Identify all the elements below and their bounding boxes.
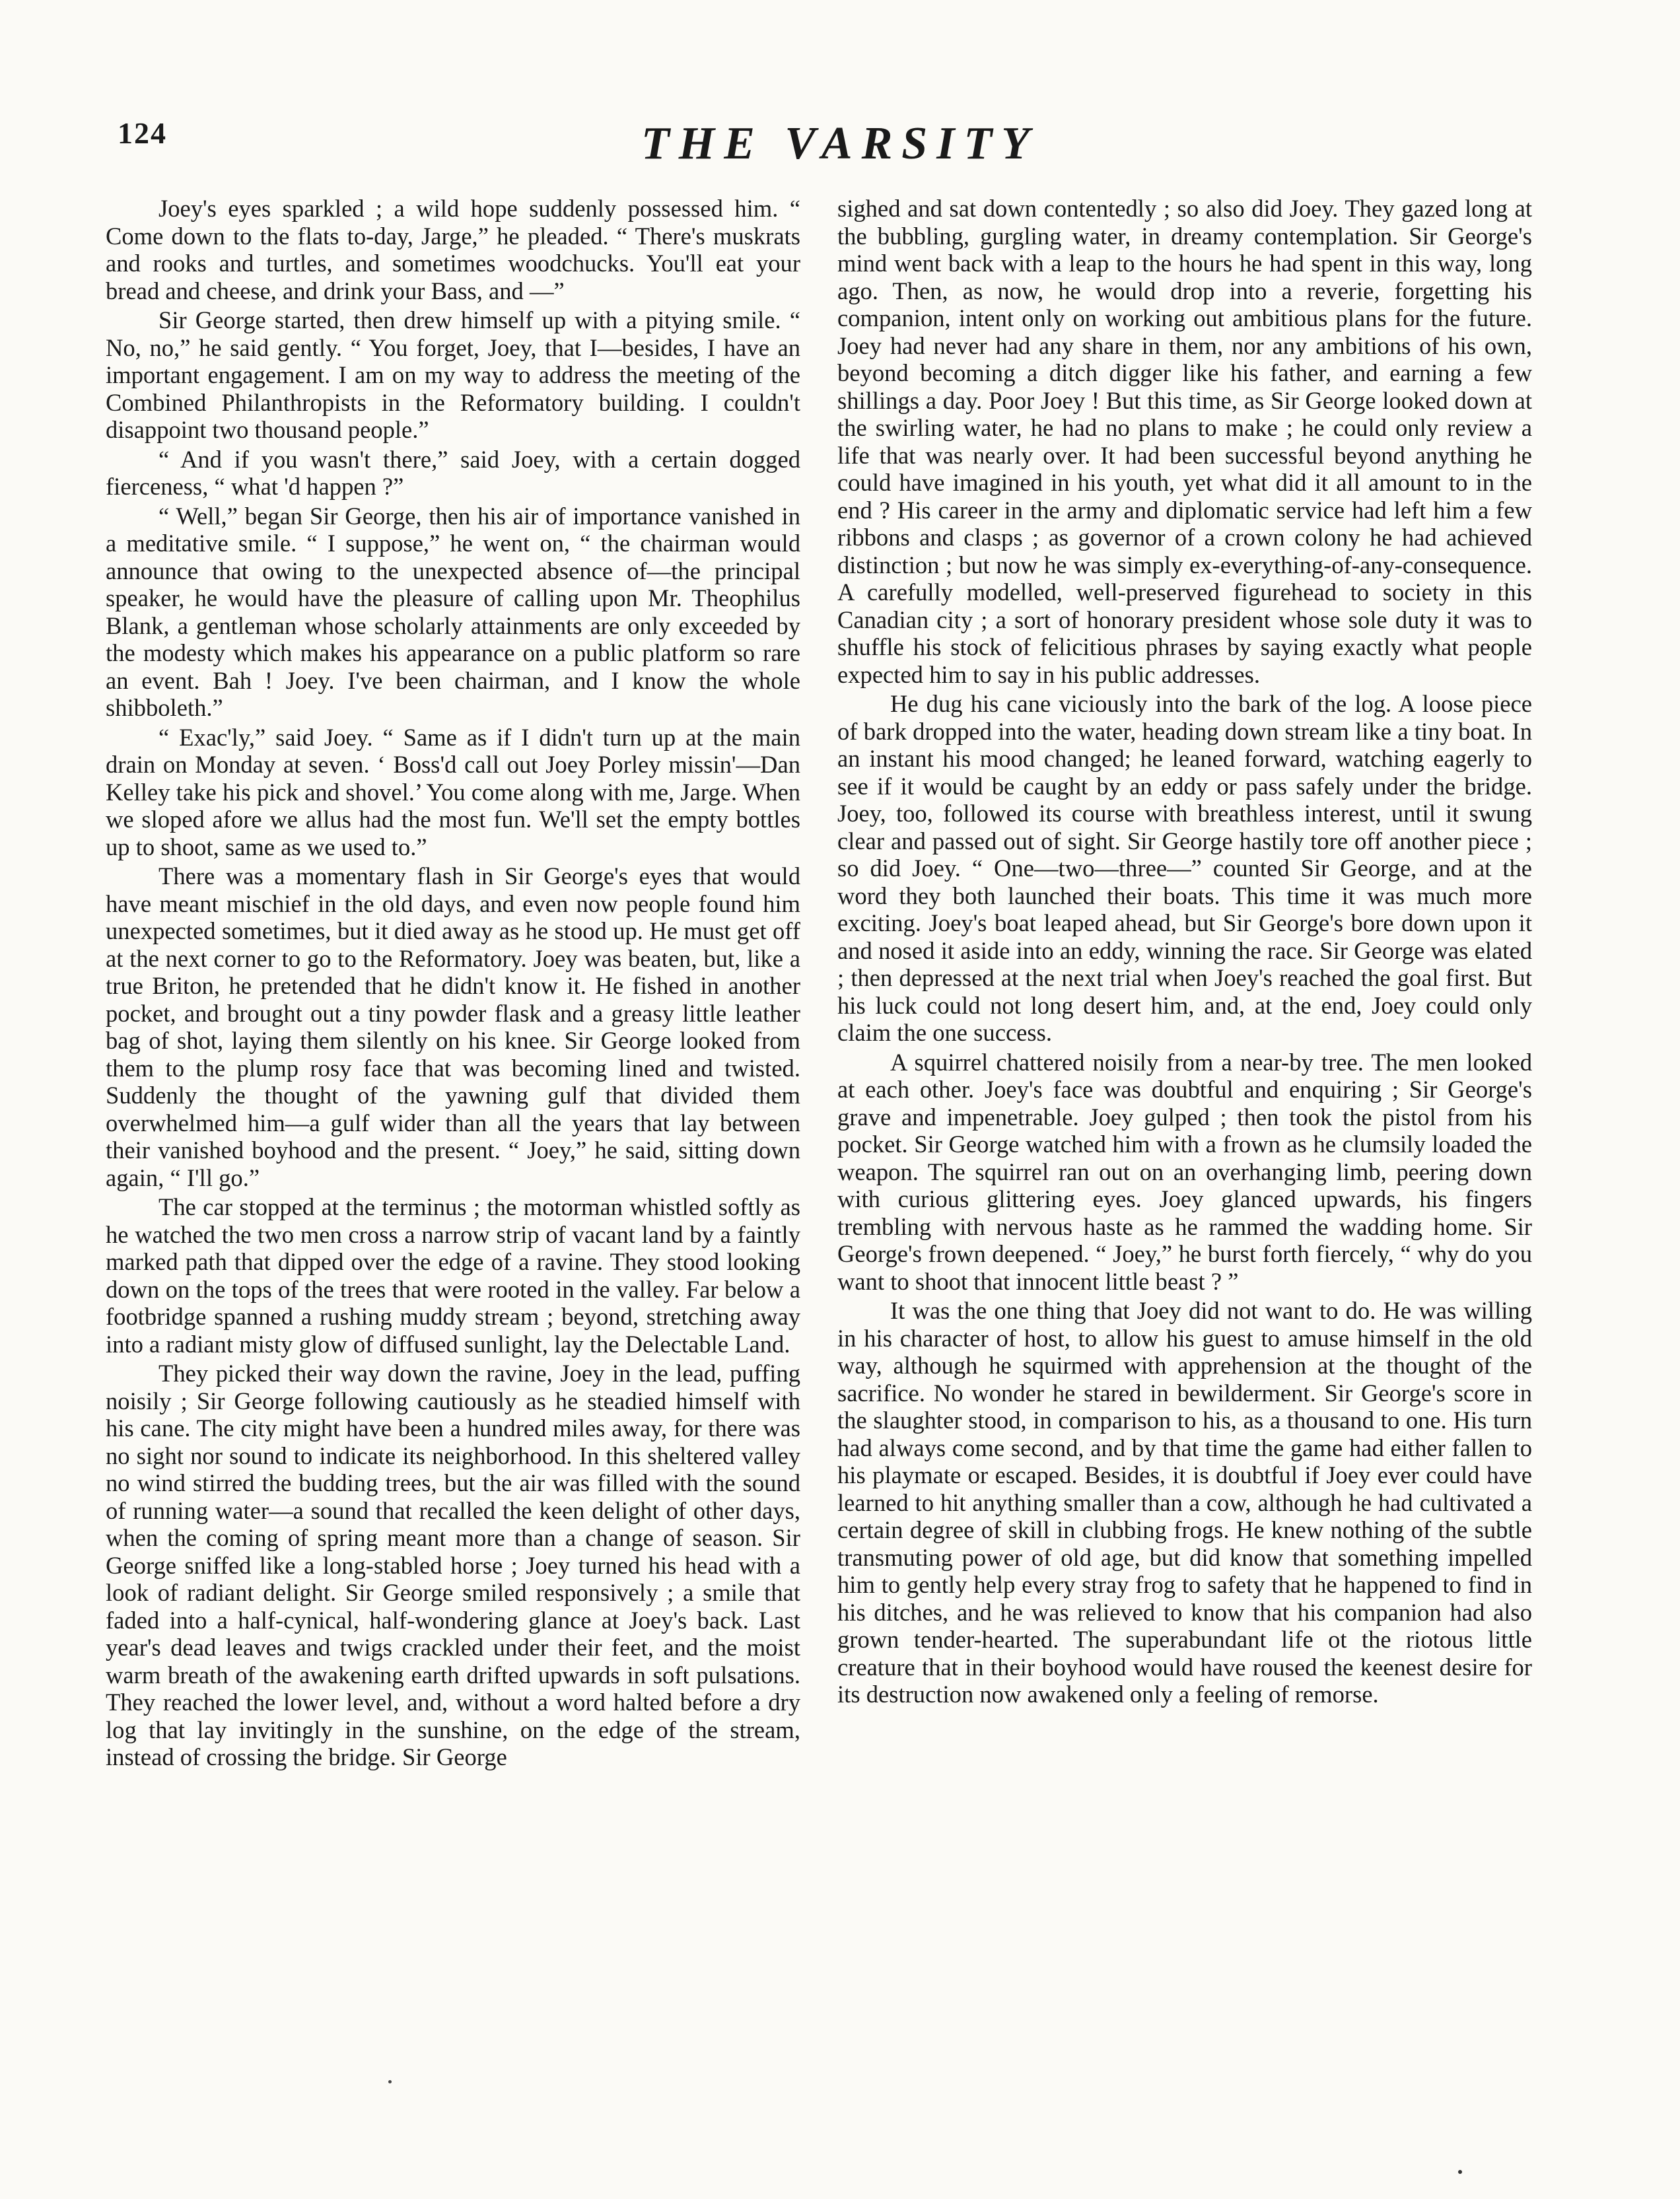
paragraph: “ Well,” began Sir George, then his air of importance vanished in a meditative smile. “ I suppose,” he went on, “ the chairman would announce that owing to the unexpected absence of—the principal speaker, he would have the pleasure of calling upon Mr. Theophilus Blank, a gentleman whose scholarly attainments are only exceeded by the modesty which makes his appearance on a public platform so rare an event. Bah ! Joey. I've been chairman, and I know the whole shibboleth.” <box>106 502 800 721</box>
right-column <box>837 195 1532 1710</box>
paragraph: “ And if you wasn't there,” said Joey, with a certain dogged fierceness, “ what 'd happen ?” <box>106 445 800 500</box>
page-number: 124 <box>118 116 167 150</box>
masthead: THE VARSITY <box>641 118 1039 169</box>
paragraph: The car stopped at the terminus ; the motorman whistled softly as he watched the two men cross a narrow strip of vacant land by a faintly marked path that dipped over the edge of a ravine. They stood looking down on the tops of the trees that were rooted in the valley. Far below a footbridge spanned a rushing muddy stream ; beyond, stretching away into a radiant misty glow of diffused sunlight, lay the Delectable Land. <box>106 1193 800 1358</box>
paragraph: Joey's eyes sparkled ; a wild hope suddenly possessed him. “ Come down to the flats to-day, Jarge,” he pleaded. “ There's muskrats and rooks and turtles, and sometimes woodchucks. You'll eat your bread and cheese, and drink your Bass, and —” <box>106 195 800 304</box>
paragraph: There was a momentary flash in Sir George's eyes that would have meant mischief in the old days, and even now people found him unexpected sometimes, but it died away as he stood up. He must get off at the next corner to go to the Reformatory. Joey was beaten, but, like a true Briton, he pretended that he didn't know it. He fished in another pocket, and brought out a tiny powder flask and a greasy little leather bag of shot, laying them silently on his knee. Sir George looked from them to the plump rosy face that was becoming lined and twisted. Suddenly the thought of the yawning gulf that divided them overwhelmed him—a gulf wider than all the years that lay between their vanished boyhood and the present. “ Joey,” he said, sitting down again, “ I'll go.” <box>106 862 800 1191</box>
paragraph: Sir George started, then drew himself up with a pitying smile. “ No, no,” he said gently. “ You forget, Joey, that I—besides, I have an important engagement. I am on my way to address the meeting of the Combined Philanthropists in the Reformatory building. I couldn't disappoint two thousand people.” <box>106 306 800 443</box>
print-speck <box>1458 2170 1462 2174</box>
paragraph: It was the one thing that Joey did not want to do. He was willing in his character of host, to allow his guest to amuse himself in the old way, although he squirmed with apprehension at the thought of the sacrifice. No wonder he stared in bewilderment. Sir George's score in the slaughter stood, in comparison to his, as a thousand to one. His turn had always come second, and by that time the game had either fallen to his playmate or escaped. Besides, it is doubtful if Joey ever could have learned to hit anything smaller than a cow, although he had cultivated a certain degree of skill in clubbing frogs. He knew nothing of the subtle transmuting power of old age, but did know that something impelled him to gently help every stray frog to safety that he happened to find in his ditches, and he was relieved to know that his companion had also grown tender-hearted. The superabundant life ot the riotous little creature that in their boyhood would have roused the keenest desire for its destruction now awakened only a feeling of remorse. <box>837 1297 1532 1708</box>
left-column <box>106 195 800 1773</box>
paragraph-continuation: sighed and sat down contentedly ; so also did Joey. They gazed long at the bubbling, gurgling water, in dreamy contemplation. Sir George's mind went back with a leap to the hours he had spent in this way, long ago. Then, as now, he would drop into a reverie, forgetting his companion, intent only on working out ambitious plans for the future. Joey had never had any share in them, nor any ambitions of his own, beyond becoming a ditch digger like his father, and earning a few shillings a day. Poor Joey ! But this time, as Sir George looked down at the swirling water, he had no plans to make ; he could only review a life that was nearly over. It had been successful beyond anything he could have imagined in his youth, yet what did it all amount to in the end ? His career in the army and diplomatic service had left him a few ribbons and clasps ; as governor of a crown colony he had achieved distinction ; but now he was simply ex-everything-of-any-consequence. A carefully modelled, well-preserved figurehead to society in this Canadian city ; a sort of honorary president whose sole duty it was to shuffle his stock of felicitious phrases by saying exactly what people expected him to say in his public addresses. <box>837 195 1532 688</box>
paragraph: A squirrel chattered noisily from a near-by tree. The men looked at each other. Joey's face was doubtful and enquiring ; Sir George's grave and impenetrable. Joey gulped ; then took the pistol from his pocket. Sir George watched him with a frown as he clumsily loaded the weapon. The squirrel ran out on an overhanging limb, peering down with curious glittering eyes. Joey glanced upwards, his fingers trembling with nervous haste as he rammed the wadding home. Sir George's frown deepened. “ Joey,” he burst forth fiercely, “ why do you want to shoot that innocent little beast ? ” <box>837 1048 1532 1295</box>
paragraph: He dug his cane viciously into the bark of the log. A loose piece of bark dropped into the water, heading down stream like a tiny boat. In an instant his mood changed; he leaned forward, watching eagerly to see if it would be caught by an eddy or pass safely under the bridge. Joey, too, followed its course with breathless interest, until it swung clear and passed out of sight. Sir George hastily tore off another piece ; so did Joey. “ One—two—three—” counted Sir George, and at the word they both launched their boats. This time it was much more exciting. Joey's boat leaped ahead, but Sir George's bore down upon it and nosed it aside into an eddy, winning the race. Sir George was elated ; then depressed at the next trial when Joey's reached the goal first. But his luck could not long desert him, and, at the end, Joey could only claim the one success. <box>837 690 1532 1046</box>
paragraph: They picked their way down the ravine, Joey in the lead, puffing noisily ; Sir George following cautiously as he steadied himself with his cane. The city might have been a hundred miles away, for there was no sight nor sound to indicate its neighborhood. In this sheltered valley no wind stirred the budding trees, but the air was filled with the sound of running water—a sound that recalled the keen delight of other days, when the coming of spring meant more than a change of season. Sir George sniffed like a long-stabled horse ; Joey turned his head with a look of radiant delight. Sir George smiled responsively ; a smile that faded into a half-cynical, half-wondering glance at Joey's back. Last year's dead leaves and twigs crackled under their feet, and the moist warm breath of the awakening earth drifted upwards in soft pulsations. They reached the lower level, and, without a word halted before a dry log that lay invitingly in the sunshine, on the edge of the stream, instead of crossing the bridge. Sir George <box>106 1360 800 1770</box>
print-speck <box>388 2080 392 2083</box>
paragraph: “ Exac'ly,” said Joey. “ Same as if I didn't turn up at the main drain on Monday at seven. ‘ Boss'd call out Joey Porley missin'—Dan Kelley take his pick and shovel.’ You come along with me, Jarge. When we sloped afore we allus had the most fun. We'll set the empty bottles up to shoot, same as we used to.” <box>106 723 800 860</box>
